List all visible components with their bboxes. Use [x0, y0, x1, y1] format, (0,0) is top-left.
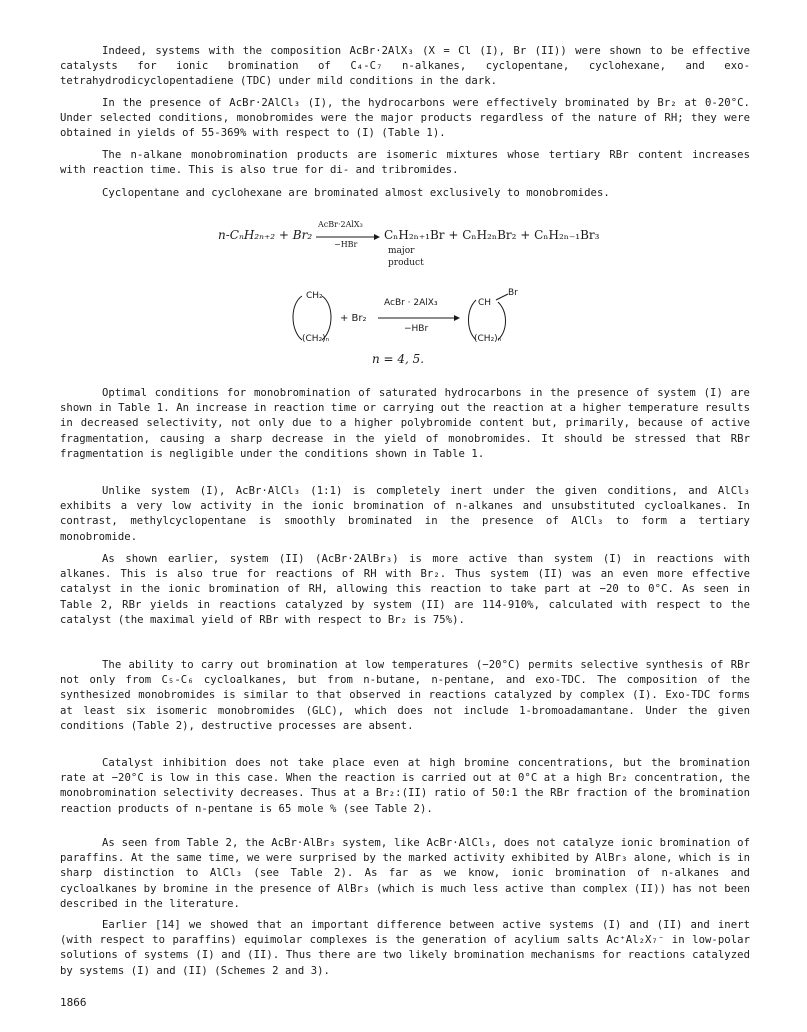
scheme1-arrow-bottom-label: −HBr [334, 240, 358, 249]
scheme1-arrow-top-label: AcBr·2AlX₃ [318, 220, 363, 229]
paragraph-bromination-conditions: In the presence of AcBr·2AlCl₃ (I), the hydrocarbons were effectively brominated by Br₂ at 0-20°C. Under selected conditions, monobromides were the major products regardless of the nature of RH; they were obtained in yields of 55-369% with respect to (I) (Table 1). [60, 97, 750, 140]
paragraph-cycloalkanes: Cyclopentane and cyclohexane are brominated almost exclusively to monobromides. [102, 187, 610, 199]
scheme2-bromine-reagent: + Br₂ [340, 313, 367, 324]
product-ch-label: CH [478, 298, 492, 308]
ring-ch2-label: CH₂ [306, 291, 323, 301]
paragraph-low-temperature: The ability to carry out bromination at low temperatures (−20°C) permits selective synthesis of RBr not only from C₅-C₆ cycloalkanes, but from n-butane, n-pentane, and exo-TDC. The composition of the synthesized monobromides is similar to that observed in reactions catalyzed by complex (I). Exo-TDC forms at least six isomeric monobromides (GLC), which does not include 1-bromoadamantane. Under the given conditions (Table 2), destructive processes are absent. [60, 659, 750, 732]
product-br-label: Br [508, 288, 518, 298]
scheme1-reactant: n-CₙH₂ₙ₊₂ + Br₂ [218, 228, 313, 242]
paragraph-isomeric-mixtures: The n-alkane monobromination products are isomeric mixtures whose tertiary RBr content increases with reaction time. This is also true for di- and tribromides. [60, 149, 750, 177]
page-number: 1866 [60, 996, 87, 1009]
paragraph-unlike-system-i: Unlike system (I), AcBr·AlCl₃ (1:1) is completely inert under the given conditions, and AlCl₃ exhibits a very low activity in the ionic bromination of n-alkanes and unsubstituted cycloalkanes. In contrast, methylcyclopentane is smoothly brominated in the presence of AlCl₃ to form a tertiary monobromide. [60, 485, 750, 543]
scheme1-major-label: major [388, 246, 415, 256]
paragraph-acbr-albr3: As seen from Table 2, the AcBr·AlBr₃ system, like AcBr·AlCl₃, does not catalyze ionic bromination of paraffins. At the same time, we were surprised by the marked activity exhibited by AlBr₃ alone, which is in sharp distinction to AlCl₃ (see Table 2). As far as we know, ionic bromination of n-alkanes and cycloalkanes by bromine in the presence of AlBr₃ (which is much less active than complex (II)) has not been described in the literature. [60, 837, 750, 910]
paragraph-intro: Indeed, systems with the composition AcBr·2AlX₃ (X = Cl (I), Br (II)) were shown to be effective catalysts for ionic bromination of C₄-C₇ n-alkanes, cyclopentane, cyclohexane, and exo-tetrahydrodicyclopentadiene (TDC) under mild conditions in the dark. [60, 45, 750, 88]
scheme2-arrow-bottom-label: −HBr [404, 324, 429, 334]
scheme1-products: CₙH₂ₙ₊₁Br + CₙH₂ₙBr₂ + CₙH₂ₙ₋₁Br₃ [384, 228, 600, 242]
paragraph-optimal-conditions: Optimal conditions for monobromination of saturated hydrocarbons in the presence of system (I) are shown in Table 1. An increase in reaction time or carrying out the reaction at a higher temperature results in decreased selectivity, not only due to a higher polybromide content but, primarily, because of active fragmentation, causing a sharp decrease in the yield of monobromides. It should be stressed that RBr fragmentation is negligible under the conditions shown in Table 1. [60, 387, 750, 460]
ring-chain-label: (CH₂)ₙ [302, 334, 330, 344]
scheme2-arrow-top-label: AcBr · 2AlX₃ [384, 298, 438, 308]
paragraph-system-ii-activity: As shown earlier, system (II) (AcBr·2AlBr₃) is more active than system (I) in reactions with alkanes. This is also true for reactions of RH with Br₂. Thus system (II) was an even more effective catalyst in the ionic bromination of RH, allowing this reaction to take part at −20 to 0°C. As seen in Table 2, RBr yields in reactions catalyzed by system (II) are 114-910%, calculated with respect to the catalyst (the maximal yield of RBr with respect to Br₂ is 75%). [60, 553, 750, 626]
scheme2-n-values: n = 4, 5. [372, 352, 425, 366]
paragraph-catalyst-inhibition: Catalyst inhibition does not take place even at high bromine concentrations, but the bromination rate at −20°C is low in this case. When the reaction is carried out at 0°C at a high Br₂ concentration, the monobromination selectivity decreases. Thus at a Br₂:(II) ratio of 50:1 the RBr fraction of the bromination reaction products of n-pentane is 65 mole % (see Table 2). [60, 757, 750, 815]
scheme1-product-label: product [388, 258, 424, 268]
scheme2-reaction-arrow [378, 314, 460, 322]
product-chain-label: (CH₂)ₙ [474, 334, 502, 344]
paragraph-earlier-work: Earlier [14] we showed that an important difference between active systems (I) and (II) and inert (with respect to paraffins) equimolar complexes is the generation of acylium salts Ac⁺Al₂X₇⁻ in low-polar solutions of systems (I) and (II). Thus there are two likely bromination mechanisms for reactions catalyzed by systems (I) and (II) (Schemes 2 and 3). [60, 919, 750, 977]
